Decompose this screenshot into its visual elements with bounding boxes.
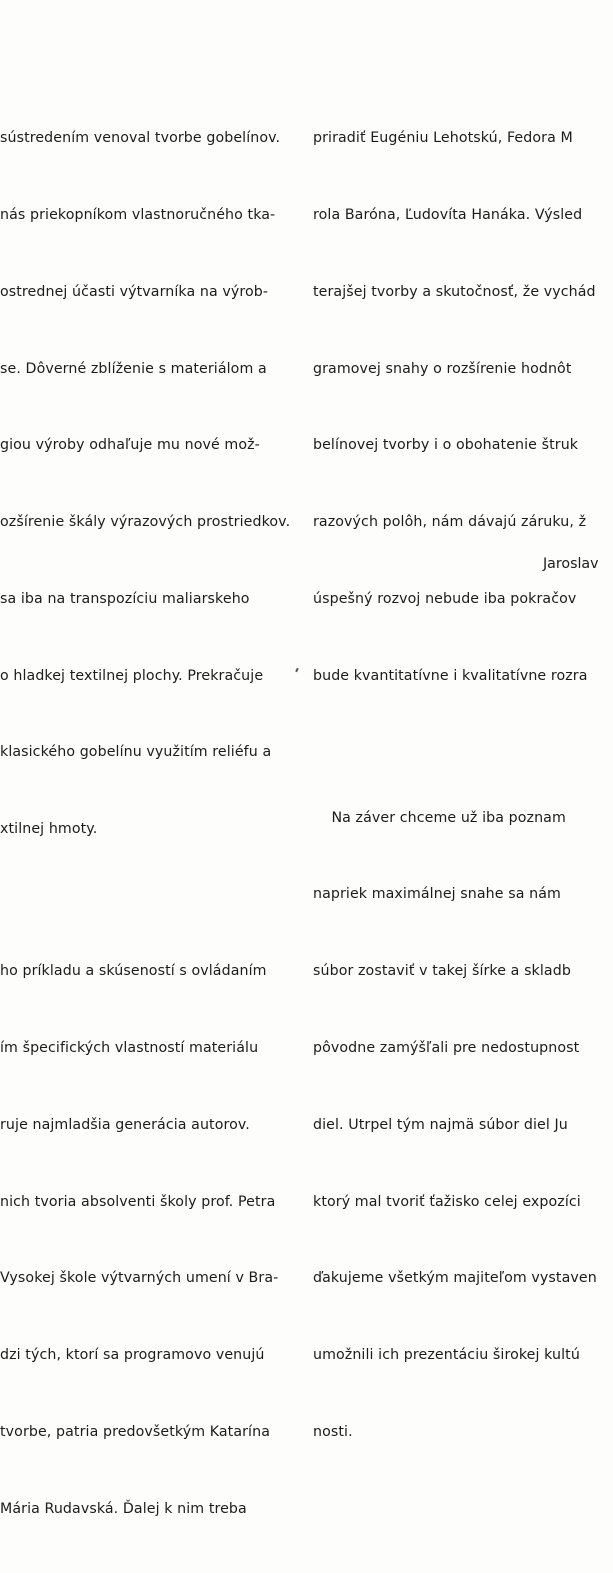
text-line: se. Dôverné zblíženie s materiálom a [0,360,267,377]
text-line: terajšej tvorby a skutočnosť, že vychád [313,283,596,300]
author-signature: Jaroslav [543,556,599,572]
text-line: xtilnej hmoty. [0,821,98,838]
text-line: nich tvoria absolventi školy prof. Petra [0,1193,276,1210]
text-line: rola Baróna, Ľudovíta Hanáka. Výsled [313,206,583,223]
text-line: belínovej tvorby i o obohatenie štruk [313,437,579,454]
text-line: ďakujeme všetkým majiteľom vystaven [313,1270,597,1287]
paragraph-gap [0,894,300,908]
text-line: Mária Rudavská. Ďalej k nim treba [0,1500,247,1517]
text-line: ktorý mal tvoriť ťažisko celej expozíci [313,1193,581,1210]
text-line: tvorbe, patria predovšetkým Katarína [0,1423,270,1440]
text-line: napriek maximálnej snahe sa nám [313,886,561,903]
text-line: pôvodne zamýšľali pre nedostupnost [313,1039,580,1056]
text-line: diel. Utrpel tým najmä súbor diel Ju [313,1116,568,1133]
paragraph-gap [313,740,613,754]
text-line: giou výroby odhaľuje mu nové mož- [0,437,260,454]
text-line: úspešný rozvoj nebude iba pokračov [313,590,577,607]
text-line: nosti. [313,1423,353,1440]
text-line: súbor zostaviť v takej šírke a skladb [313,963,571,980]
text-line: Vysokej škole výtvarných umení v Bra- [0,1270,279,1287]
text-line: razových polôh, nám dávajú záruku, ž [313,514,587,531]
text-line: ím špecifických vlastností materiálu [0,1039,259,1056]
text-line: sa iba na transpozíciu maliarskeho [0,590,250,607]
left-text-column [0,75,300,1573]
text-line: ostrednej účasti výtvarníka na výrob- [0,283,269,300]
text-line: o hladkej textilnej plochy. Prekračuje [0,667,264,684]
text-line: ozšírenie škály výrazových prostriedkov. [0,514,291,531]
right-text-column [313,75,613,1497]
text-line: Na záver chceme už iba poznam [313,809,566,826]
text-line: gramovej snahy o rozšírenie hodnôt [313,360,572,377]
text-line: klasického gobelínu využitím reliéfu a [0,744,272,761]
text-line: ruje najmladšia generácia autorov. [0,1116,250,1133]
text-line: bude kvantitatívne i kvalitatívne rozra [313,667,588,684]
text-line: sústredením venoval tvorbe gobelínov. [0,130,281,147]
text-line: nás priekopníkom vlastnoručného tka- [0,206,276,223]
text-line: dzi tých, ktorí sa programovo venujú [0,1347,265,1364]
text-line: ho príkladu a skúseností s ovládaním [0,963,267,980]
text-line: priradiť Eugéniu Lehotskú, Fedora M [313,130,573,147]
text-line: umožnili ich prezentáciu širokej kultú [313,1347,580,1364]
